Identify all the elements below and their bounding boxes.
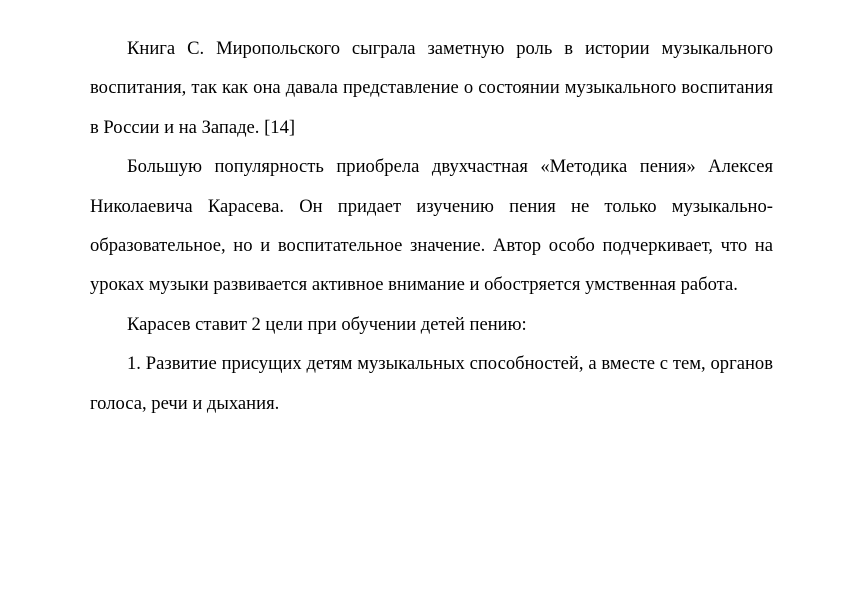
paragraph-karasev-method: Большую популярность приобрела двухчастная «Методика пения» Алексея Николаевича Карасева. Он придает изучению пения не только музыкально-образовательное, но и воспитательное значение. Автор особо подчеркивает, что на уроках музыки развивается активное внимание и обостряется умственная работа.	[90, 156, 773, 296]
paragraph-goal-1: 1. Развитие присущих детям музыкальных способностей, а вместе с тем, органов голоса, речи и дыхания.	[90, 353, 773, 414]
paragraph-karasev-goals: Карасев ставит 2 цели при обучении детей пению:	[127, 313, 527, 335]
document-body	[90, 29, 773, 423]
paragraph-miropolsky: Книга С. Миропольского сыграла заметную роль в истории музыкального воспитания, так как она давала представление о состоянии музыкального воспитания в России и на Западе. [14]	[90, 38, 773, 138]
